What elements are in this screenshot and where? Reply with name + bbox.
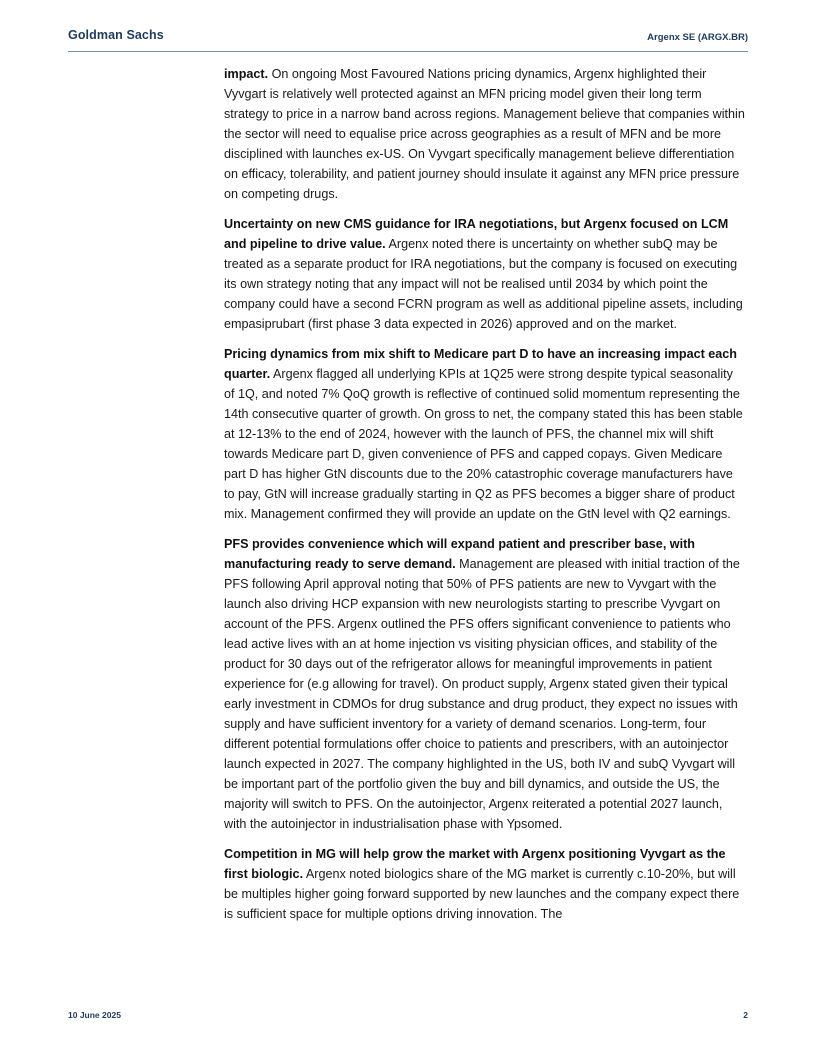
paragraph-heading: impact. xyxy=(224,67,269,81)
paragraph-heading: Pricing dynamics from mix shift to Medicare part D to have an increasing impact each quarter. xyxy=(224,347,737,381)
paragraph-text: Argenx noted biologics share of the MG market is currently c.10-20%, but will be multiples higher going forward supported by new launches and the company expect there is sufficient space for multiple options driving innovation. The xyxy=(224,867,740,921)
paragraph-cms-guidance xyxy=(224,214,746,334)
paragraph-mfn-pricing xyxy=(224,64,746,204)
paragraph-pricing-dynamics xyxy=(224,344,746,524)
paragraph-heading: Uncertainty on new CMS guidance for IRA negotiations, but Argenx focused on LCM and pipeline to drive value. xyxy=(224,217,729,251)
paragraph-text: Argenx flagged all underlying KPIs at 1Q25 were strong despite typical seasonality of 1Q, and noted 7% QoQ growth is reflective of continued solid momentum representing the 14th consecutive quarter of growth. On gross to net, the company stated this has been stable at 12-13% to the end of 2024, however with the launch of PFS, the channel mix will shift towards Medicare part D, given convenience of PFS and capped copays. Given Medicare part D has higher GtN discounts due to the 20% catastrophic coverage manufacturers have to pay, GtN will increase gradually starting in Q2 as PFS becomes a bigger share of product mix. Management confirmed they will provide an update on the GtN level with Q2 earnings. xyxy=(224,367,743,521)
footer-date: 10 June 2025 xyxy=(68,1010,121,1020)
paragraph-mg-competition xyxy=(224,844,746,924)
report-body xyxy=(224,64,746,934)
paragraph-heading: PFS provides convenience which will expand patient and prescriber base, with manufacturing ready to serve demand. xyxy=(224,537,695,571)
paragraph-text: Management are pleased with initial traction of the PFS following April approval noting that 50% of PFS patients are new to Vyvgart with the launch also driving HCP expansion with new neurologists starting to prescribe Vyvgart on account of the PFS. Argenx outlined the PFS offers significant convenience to patients who lead active lives with an at home injection vs visiting physician offices, and stability of the product for 30 days out of the refrigerator allows for meaningful improvements in patient experience for (e.g allowing for travel). On product supply, Argenx stated given their typical early investment in CDMOs for drug substance and drug product, they expect no issues with supply and have sufficient inventory for a variety of demand scenarios. Long-term, four different potential formulations offer choice to patients and prescribers, with an autoinjector launch expected in 2027. The company highlighted in the US, both IV and subQ Vyvgart will be important part of the portfolio given the buy and bill dynamics, and outside the US, the majority will switch to PFS. On the autoinjector, Argenx reiterated a potential 2027 launch, with the autoinjector in industrialisation phase with Ypsomed. xyxy=(224,557,740,831)
header-ticker: Argenx SE (ARGX.BR) xyxy=(647,32,748,43)
header-divider xyxy=(68,51,748,52)
paragraph-text: Argenx noted there is uncertainty on whether subQ may be treated as a separate product for IRA negotiations, but the company is focused on executing its own strategy noting that any impact will not be realised until 2034 by which point the company could have a second FCRN program as well as additional pipeline assets, including empasiprubart (first phase 3 data expected in 2026) approved and on the market. xyxy=(224,237,743,331)
paragraph-heading: Competition in MG will help grow the market with Argenx positioning Vyvgart as the first biologic. xyxy=(224,847,726,881)
paragraph-text: On ongoing Most Favoured Nations pricing dynamics, Argenx highlighted their Vyvgart is relatively well protected against an MFN pricing model given their long term strategy to price in a narrow band across regions. Management believe that companies within the sector will need to equalise price across geographies as a result of MFN and be more disciplined with launches ex-US. On Vyvgart specifically management believe differentiation on efficacy, tolerability, and patient journey should insulate it against any MFN price pressure on competing drugs. xyxy=(224,67,745,201)
paragraph-pfs-convenience xyxy=(224,534,746,834)
page-number: 2 xyxy=(743,1010,748,1020)
header-brand: Goldman Sachs xyxy=(68,28,164,42)
